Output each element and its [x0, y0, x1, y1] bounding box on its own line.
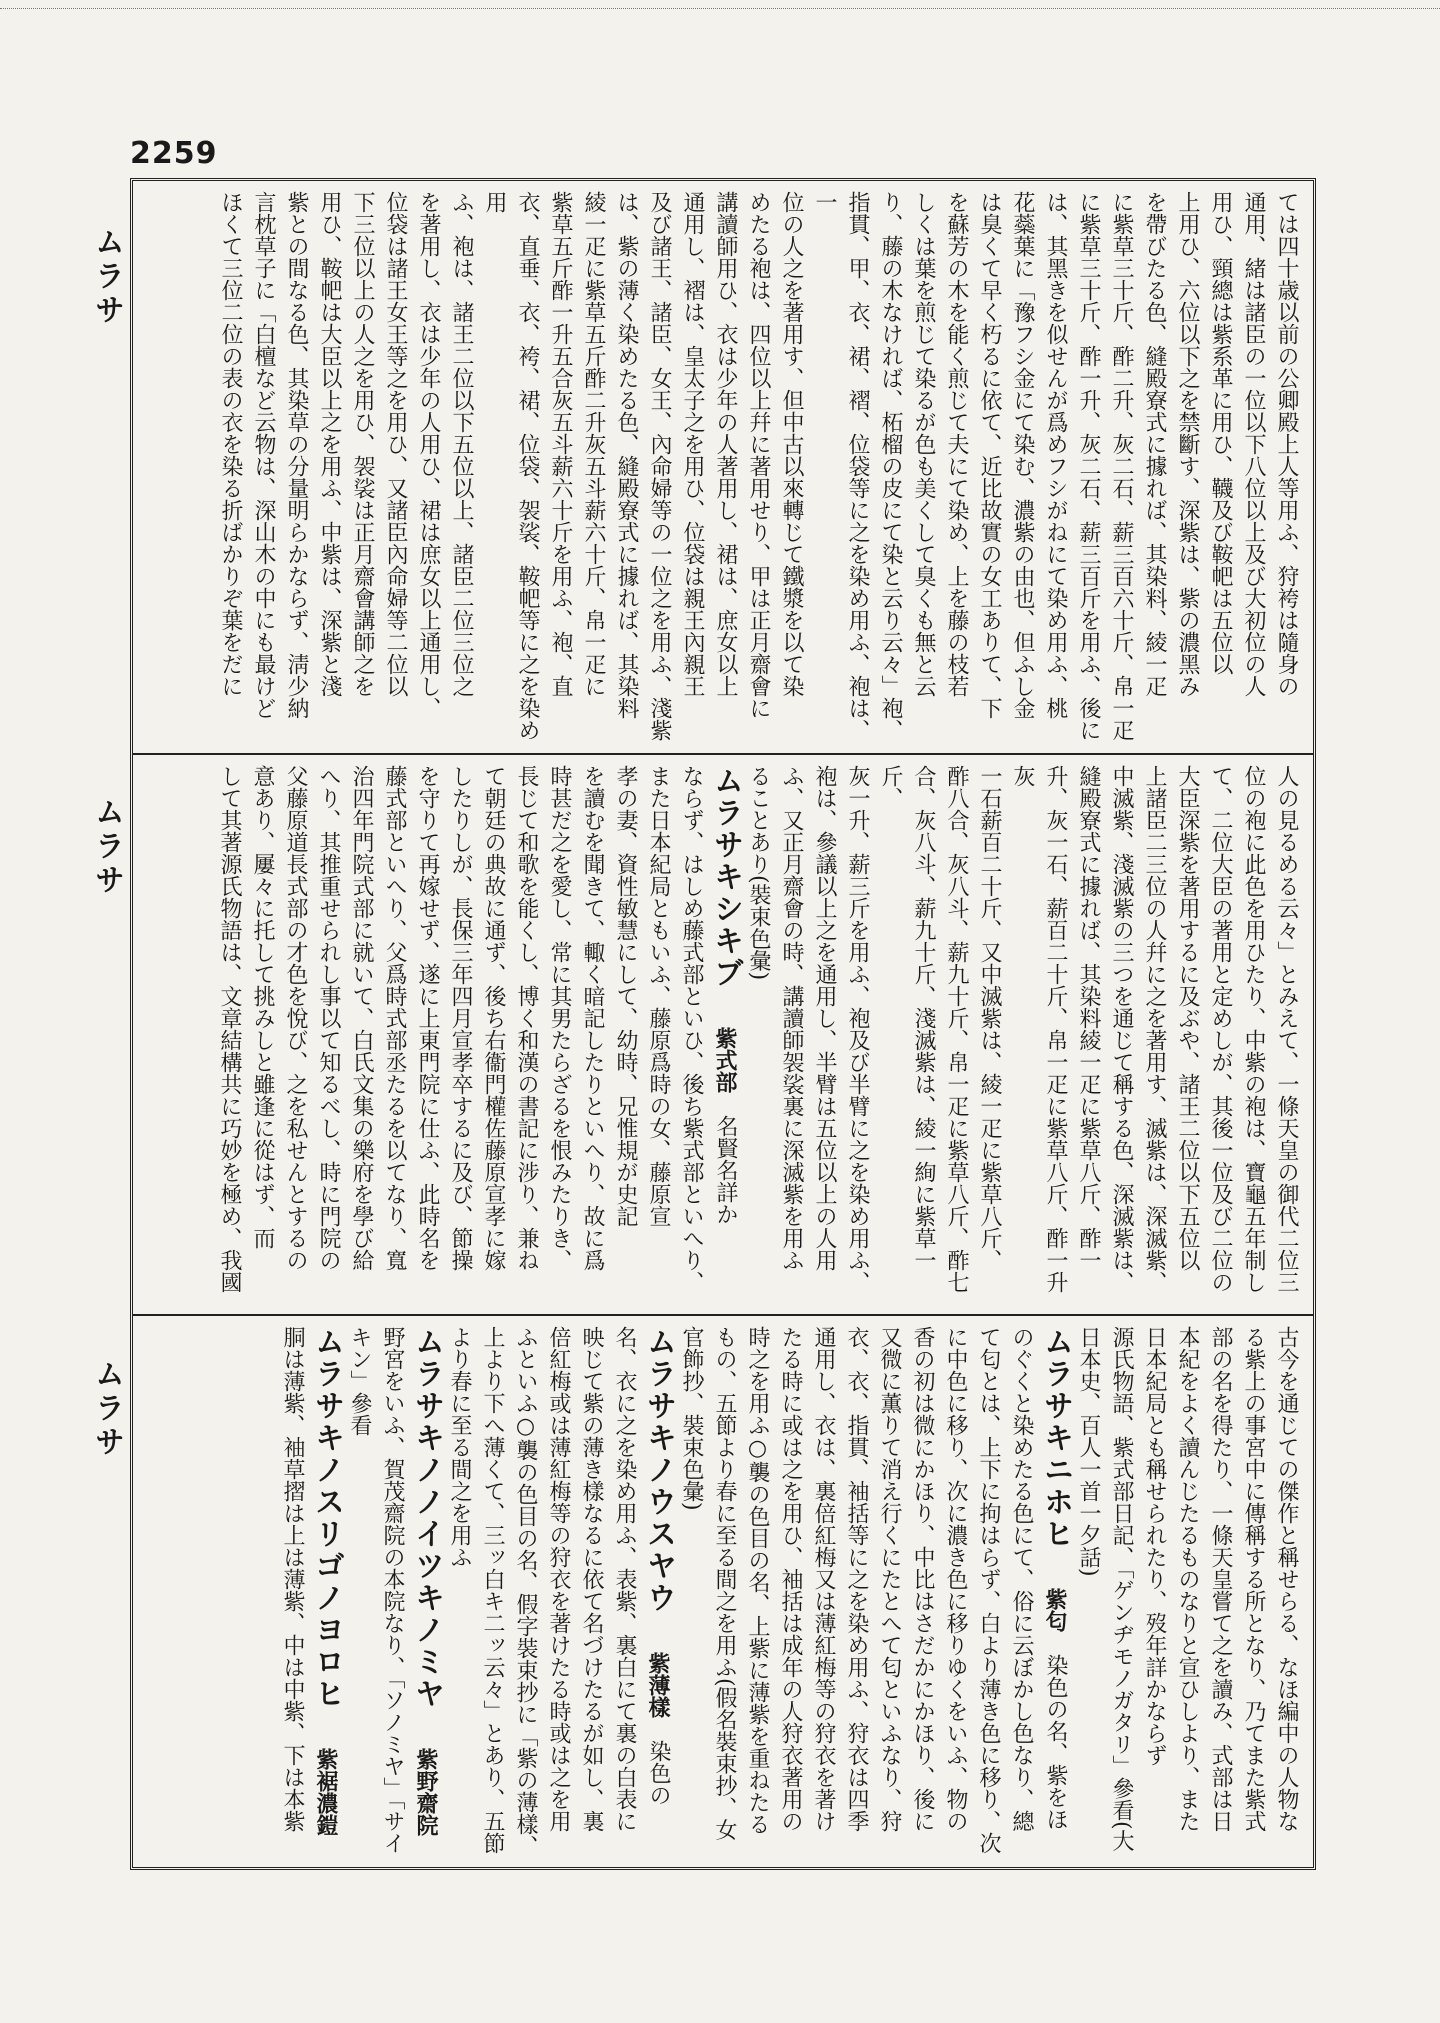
text-column: 時甚だ之を愛し、常に其男たらざるを恨みたりき、 [547, 765, 572, 1271]
text-column: ふといふ○襲の色目の名、假字裝束抄に「紫の薄樣、 [513, 1326, 538, 1857]
text-column: 花蘂葉に「豫フシ金にて染む、濃紫の由也、但ふし金 [1010, 191, 1035, 719]
text-column: めたる袍は、四位以上幷に著用せり、甲は正月齋會に [746, 191, 771, 719]
section-middle-text [143, 765, 1303, 1304]
text-column: 日本史、百人一首一夕話) [1076, 1326, 1101, 1577]
text-column: 衣、衣、指貫、袖括等に之を染め用ふ、狩衣は四季 [844, 1326, 869, 1832]
text-column: 講讀師用ひ、衣は少年の人著用し、裙は、庶女以上 [713, 191, 738, 697]
text-column: に紫草三十斤、酢二升、灰二石、薪三百六十斤、帛一疋 [1109, 191, 1134, 741]
text-column: 倍紅梅或は薄紅梅等の狩衣を著けたる時或は之を用 [546, 1326, 571, 1832]
entry-heading-line [309, 1326, 343, 1859]
entry-heading: ムラサキニホヒ [1038, 1326, 1073, 1550]
text-column: ることあり(裝束色彙) [746, 765, 771, 981]
text-column: 用ひ、頸總は紫系革に用ひ、韈及び鞍帊は五位以 [1208, 191, 1233, 675]
margin-label-bottom: ムラサ [89, 1358, 124, 1460]
text-column: 灰一升、薪三斤を用ふ、袍及び半臂に之を染め用ふ、 [845, 765, 870, 1293]
section-bottom-text [143, 1326, 1303, 1859]
text-column: 通用、緒は諸臣の一位以下八位以上及び大初位の人 [1241, 191, 1266, 697]
entry-kanji: 紫野齋院 [413, 1748, 439, 1836]
text-column: 酢八合、灰八斗、薪九十斤、帛一疋に紫草八斤、酢七 [944, 765, 969, 1293]
text-column: 縫殿寮式に據れば、其染料綾一疋に紫草八斤、酢一 [1076, 765, 1101, 1271]
entry-heading-line [1038, 1326, 1072, 1859]
text-column: また日本紀局ともいふ、藤原爲時の女、藤原宣 [646, 765, 671, 1227]
entry-heading: ムラサキノウスヤウ [641, 1326, 676, 1614]
entry-text: 名賢名詳か [713, 1115, 738, 1225]
text-column: ふ、又正月齋會の時、講讀師袈裟裏に深滅紫を用ふ [779, 765, 804, 1271]
margin-label-top: ムラサ [89, 226, 124, 328]
text-column: ならず、はしめ藤式部といひ、後ち紫式部といへり、 [679, 765, 704, 1293]
text-column: へり、其推重せられし事以て知るべし、時に門院の [316, 765, 341, 1271]
margin-label-middle: ムラサ [89, 796, 124, 898]
text-column: より春に至る間之を用ふ [447, 1326, 472, 1568]
text-column: は臭くて早く朽るに依て、近比故實の女工ありて、下 [977, 191, 1002, 719]
text-column: キン」參看 [347, 1326, 372, 1436]
text-column: を蘇芳の木を能く煎じて夫にて染め、上を藤の枝若 [944, 191, 969, 697]
text-column: 部の名を得たり、一條天皇嘗て之を讀み、式部は日 [1208, 1326, 1233, 1832]
entry-kanji: 紫式部 [712, 1027, 738, 1093]
text-column: 映じて紫の薄き樣なるに依て名づけたるが如し、裏 [579, 1326, 604, 1832]
entry-heading-line [641, 1326, 675, 1859]
text-column: 意あり、屢々に托して挑みしと雖逢に從はず、而 [250, 765, 275, 1249]
text-column: 父藤原道長式部の才色を悅び、之を私せんとするの [283, 765, 308, 1271]
text-column: り、藤の木なければ、柘榴の皮にて染と云り云々」袍、 [878, 191, 903, 741]
text-column: 大臣深紫を著用するに及ぶや、諸王二位以下五位以 [1175, 765, 1200, 1271]
text-column: て匂とは、上下に拘はらず、白より薄き色に移り、次 [976, 1326, 1001, 1854]
text-column: 通用し、衣は、裏倍紅梅又は薄紅梅等の狩衣を著け [811, 1326, 836, 1832]
text-column: 衣、直垂、衣、袴、裙、位袋、袈裟、鞍帊等に之を染め用 [482, 191, 540, 741]
text-column: は、其黑きを似せんが爲めフシがねにて染め用ふ、桃 [1043, 191, 1068, 719]
text-column: 孝の妻、資性敏慧にして、幼時、兄惟規が史記 [613, 765, 638, 1227]
text-column: 袍は、參議以上之を通用し、半臂は五位以上の人用 [812, 765, 837, 1271]
entry-text: 染色の [646, 1740, 671, 1806]
page-frame [130, 178, 1316, 1870]
entry-heading-line [708, 765, 742, 1304]
text-column: 時之を用ふ○襲の色目の名、上紫に薄紫を重ねたる [745, 1326, 770, 1835]
text-column: 升、灰一石、薪百二十斤、帛一疋に紫草八斤、酢一升灰 [1010, 765, 1068, 1293]
text-column: ふ、袍は、諸王二位以下五位以上、諸臣二位三位之 [449, 191, 474, 697]
text-column: 藤式部といへり、父爲時式部丞たるを以てなり、寬 [382, 765, 407, 1271]
text-column: したりしが、長保三年四月宣孝卒するに及び、節操 [448, 765, 473, 1271]
text-column: 香の初は微にかほり、中比はさだかにかほり、後に [910, 1326, 935, 1832]
entry-kanji: 紫裾濃鎧 [313, 1748, 339, 1836]
text-column: 本紀をよく讀んじたるものなりと宣ひしより、また [1175, 1326, 1200, 1832]
entry-heading-line [409, 1326, 443, 1859]
text-column: 用ひ、鞍帊は大臣以上之を用ふ、中紫は、深紫と淺 [317, 191, 342, 697]
text-column: を讀むを聞きて、輙く暗記したりといへり、故に爲 [580, 765, 605, 1271]
entry-kanji: 紫匂 [1042, 1588, 1068, 1632]
text-column: 位の人之を著用す、但中古以來轉じて鐵漿を以て染 [779, 191, 804, 697]
text-column: を帶びたる色、縫殿寮式に據れば、其染料、綾一疋 [1142, 191, 1167, 697]
text-column: 上より下へ薄くて、三ッ白キ二ッ云々」とあり、五節 [480, 1326, 505, 1854]
text-column: る紫上の事宮中に傳稱する所となり、乃てまた紫式 [1241, 1326, 1266, 1832]
section-bottom [133, 1314, 1313, 1869]
text-column: 古今を通じての傑作と稱せらる、なほ編中の人物な [1274, 1326, 1299, 1832]
text-column: 胴は薄紫、袖草摺は上は薄紫、中は中紫、下は本紫 [280, 1326, 305, 1832]
text-column: 上用ひ、六位以下之を禁斷す、深紫は、紫の濃黑み [1175, 191, 1200, 697]
text-column: もの、五節より春に至る間之を用ふ(假名裝束抄、女 [712, 1326, 737, 1841]
text-column: 及び諸王、諸臣、女王、內命婦等の一位之を用ふ、淺紫 [647, 191, 672, 741]
text-column: 言枕草子に「白檀など云物は、深山木の中にも最けど [251, 191, 276, 719]
text-column: 長じて和歌を能くし、博く和漢の書記に涉り、兼ね [514, 765, 539, 1271]
text-column: て、二位大臣の著用と定めしが、其後一位及び二位の [1208, 765, 1233, 1293]
text-column: 源氏物語、紫式部日記、「ゲンヂモノガタリ」參看(大 [1109, 1326, 1134, 1852]
text-column: 位袋は諸王女王等之を用ひ、又諸臣內命婦等二位以 [383, 191, 408, 697]
text-column: 紫草五斤酢一升五合灰五斗薪六十斤を用ふ、袍、直 [548, 191, 573, 697]
text-column: のぐくと染めたる色にて、俗に云ぼかし色なり、總 [1009, 1326, 1034, 1832]
entry-heading: ムラサキシキブ [708, 765, 743, 989]
page-number: 2259 [130, 136, 218, 171]
text-column: 治四年門院式部に就いて、白氏文集の樂府を學び給 [349, 765, 374, 1271]
entry-text: 染色の名、紫をほ [1043, 1654, 1068, 1830]
text-column: 中滅紫、淺滅紫の三つを通じて稱する色、深滅紫は、 [1109, 765, 1134, 1293]
section-middle [133, 753, 1313, 1314]
text-column: 下三位以上の人之を用ひ、袈裟は正月齋會講師之を [350, 191, 375, 697]
text-column: 上諸臣二三位の人幷に之を著用す、滅紫は、深滅紫、 [1142, 765, 1167, 1293]
text-column: ては四十歳以前の公卿殿上人等用ふ、狩袴は隨身の [1274, 191, 1299, 697]
entry-heading: ムラサキノスリゴノヨロヒ [309, 1326, 344, 1710]
text-column: 人の見るめる云々」とみえて、一條天皇の御代二位三 [1274, 765, 1299, 1293]
text-column: 名、衣に之を染め用ふ、表紫、裏白にて裏の白表に [612, 1326, 637, 1832]
text-column: て朝廷の典故に通ず、後ち右衞門權佐藤原宣孝に嫁 [481, 765, 506, 1271]
text-column: 通用し、褶は、皇太子之を用ひ、位袋は親王內親王 [680, 191, 705, 697]
text-column: 野宮をいふ、賀茂齋院の本院なり、「ソノミヤ」「サイ [380, 1326, 405, 1854]
text-column: 合、灰八斗、薪九十斤、淺滅紫は、綾一絢に紫草一斤、 [878, 765, 936, 1271]
text-column: 一石薪百二十斤、又中滅紫は、綾一疋に紫草八斤、 [977, 765, 1002, 1271]
text-column: しくは葉を煎じて染るが色も美くして臭くも無と云 [911, 191, 936, 697]
text-column: 又微に薫りて消え行くにたとへて匂といふなり、狩 [877, 1326, 902, 1832]
entry-heading: ムラサキノノイツキノミヤ [409, 1326, 444, 1710]
text-column: して其著源氏物語は、文章結構共に巧妙を極め、我國 [217, 765, 242, 1293]
text-column: 位の袍に此色を用ひたり、中紫の袍は、寶龜五年制し [1241, 765, 1266, 1293]
entry-kanji: 紫薄樣 [645, 1652, 671, 1718]
text-column: ほくて三位二位の表の衣を染る折ばかりぞ葉をだに [218, 191, 243, 697]
text-column: たる時に或は之を用ひ、袖括は成年の人狩衣著用の [778, 1326, 803, 1832]
text-column: は、紫の薄く染めたる色、縫殿寮式に據れば、其染料 [614, 191, 639, 719]
text-column: に紫草三十斤、酢一升、灰二石、薪三百斤を用ふ、後に [1076, 191, 1101, 741]
section-top [133, 181, 1313, 751]
text-column: 指貫、甲、衣、裙、褶、位袋等に之を染め用ふ、袍は、一 [812, 191, 870, 741]
section-top-text [143, 191, 1303, 741]
text-column: に中色に移り、次に濃き色に移りゆくをいふ、物の [943, 1326, 968, 1832]
text-column: を著用し、衣は少年の人用ひ、裙は庶女以上通用し、 [416, 191, 441, 719]
text-column: を守りて再嫁せず、遂に上東門院に仕ふ、此時名を [415, 765, 440, 1271]
text-column: 紫との間なる色、其染草の分量明らかならず、淸少納 [284, 191, 309, 719]
text-column: 綾一疋に紫草五斤酢二升灰五斗薪六十斤、帛一疋に [581, 191, 606, 697]
text-column: 官飾抄、裝束色彙) [679, 1326, 704, 1511]
text-column: 日本紀局とも稱せられたり、歿年詳かならず [1142, 1326, 1167, 1766]
top-dotted-rule [0, 8, 1440, 9]
